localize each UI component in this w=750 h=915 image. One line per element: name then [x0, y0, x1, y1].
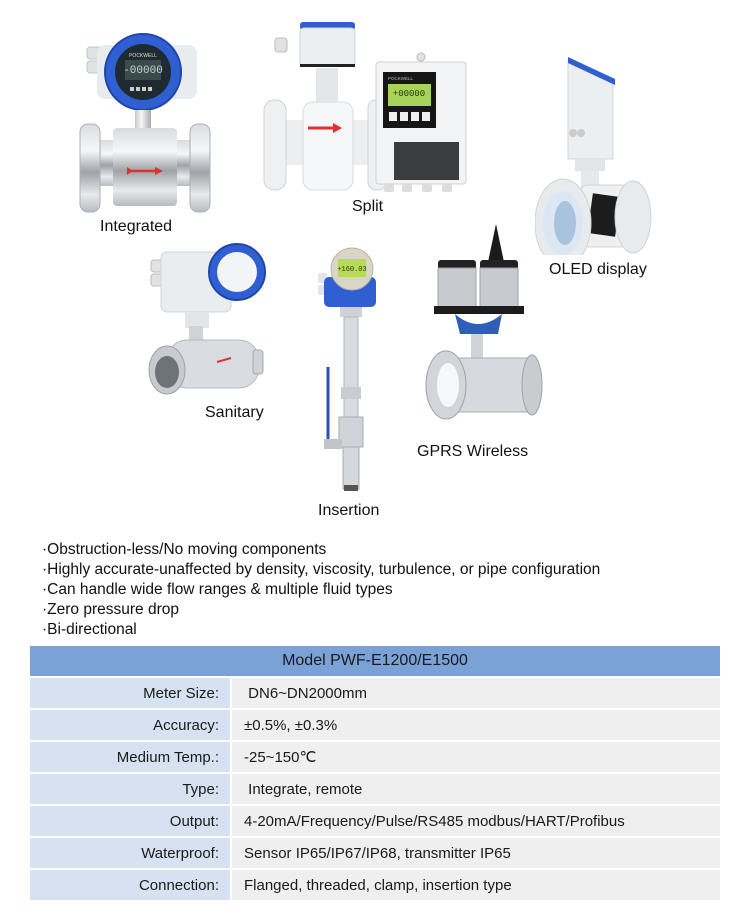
display-reading: -00000 — [123, 65, 163, 77]
spec-row-connection — [30, 870, 720, 900]
spec-row-meter-size — [30, 678, 720, 708]
feature-item: ·Highly accurate-unaffected by density, viscosity, turbulence, or pipe configuration — [42, 561, 601, 578]
spec-value: Flanged, threaded, clamp, insertion type — [232, 870, 720, 900]
display-reading: +00000 — [392, 89, 426, 99]
spec-label: Output: — [30, 806, 230, 836]
spec-row-waterproof — [30, 838, 720, 868]
spec-label: Accuracy: — [30, 710, 230, 740]
spec-label: Connection: — [30, 870, 230, 900]
spec-label: Type: — [30, 774, 230, 804]
product-image-gprs — [420, 222, 545, 432]
feature-item: ·Bi-directional — [42, 621, 137, 638]
caption-sanitary: Sanitary — [205, 404, 264, 421]
spec-row-medium-temp — [30, 742, 720, 772]
spec-row-type — [30, 774, 720, 804]
spec-label: Meter Size: — [30, 678, 230, 708]
caption-split: Split — [352, 198, 384, 215]
product-image-integrated — [75, 25, 215, 220]
feature-item: ·Zero pressure drop — [42, 601, 179, 618]
spec-value: Integrate, remote — [232, 774, 720, 804]
spec-row-accuracy — [30, 710, 720, 740]
spec-label: Waterproof: — [30, 838, 230, 868]
spec-row-output — [30, 806, 720, 836]
spec-value: 4-20mA/Frequency/Pulse/RS485 modbus/HART/Profibus — [232, 806, 720, 836]
brand-text: POCKWELL — [129, 53, 157, 59]
spec-table-header: Model PWF-E1200/E1500 — [30, 646, 720, 676]
caption-oled: OLED display — [549, 261, 647, 278]
spec-value: -25~150℃ — [232, 742, 720, 772]
product-image-sanitary — [145, 240, 275, 405]
spec-value: ±0.5%, ±0.3% — [232, 710, 720, 740]
display-reading: +160.03 — [337, 266, 367, 274]
spec-value: DN6~DN2000mm — [232, 678, 720, 708]
caption-gprs: GPRS Wireless — [417, 443, 529, 460]
feature-item: ·Can handle wide flow ranges & multiple fluid types — [42, 581, 393, 598]
spec-table — [30, 646, 720, 900]
spec-label: Medium Temp.: — [30, 742, 230, 772]
spec-value: Sensor IP65/IP67/IP68, transmitter IP65 — [232, 838, 720, 868]
product-image-insertion — [310, 247, 390, 497]
product-image-split — [258, 20, 468, 195]
caption-insertion: Insertion — [318, 502, 380, 519]
product-image-oled — [535, 55, 665, 255]
caption-integrated: Integrated — [100, 218, 173, 235]
brand-text: POCKWELL — [388, 76, 414, 81]
feature-list — [42, 540, 600, 640]
feature-item: ·Obstruction-less/No moving components — [42, 541, 327, 558]
